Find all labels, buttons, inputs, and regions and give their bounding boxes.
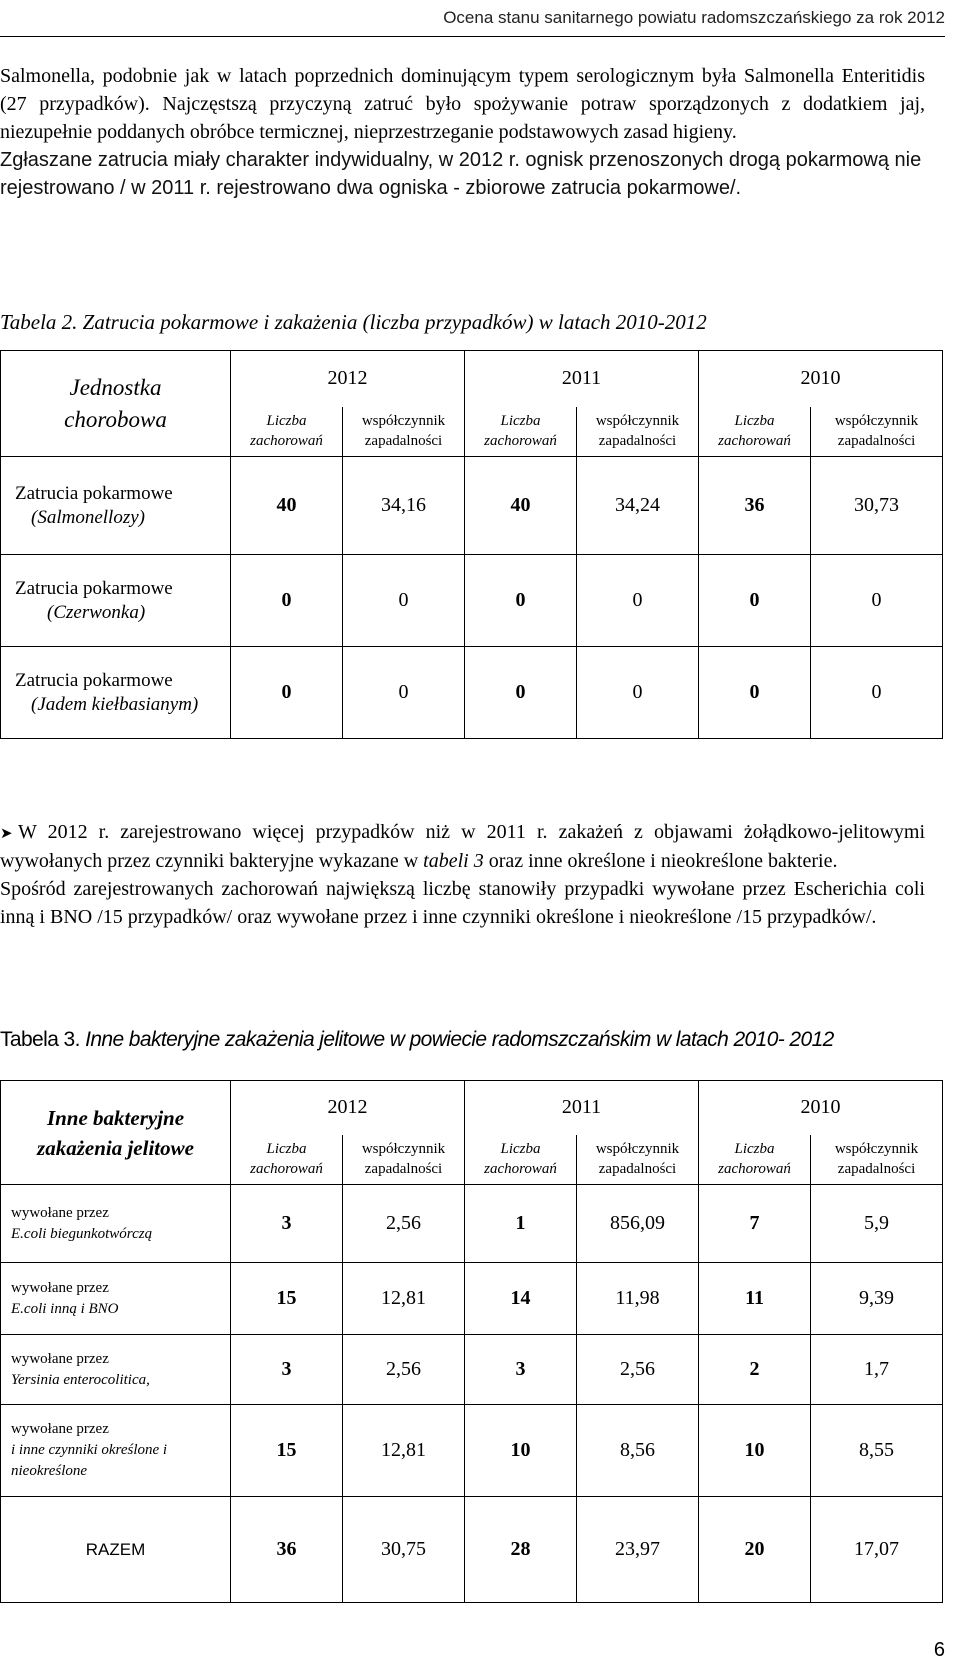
table3-row-label: wywołane przez Yersinia enterocolitica, [1, 1335, 231, 1405]
table2-cell: 40 [465, 457, 577, 555]
table3-cell: 20 [699, 1497, 811, 1603]
table-row [1, 1185, 943, 1263]
table3-cell: 28 [465, 1497, 577, 1603]
table3-sub-wspolczynnik: współczynnik zapadalności [577, 1135, 699, 1185]
table3-cell: 3 [231, 1335, 343, 1405]
table3-corner: Inne bakteryjne zakażenia jelitowe [1, 1081, 231, 1185]
table3-cell: 12,81 [343, 1405, 465, 1497]
table3-cell: 12,81 [343, 1263, 465, 1335]
table3-cell: 2,56 [343, 1185, 465, 1263]
table2-sub-wspolczynnik: współczynnik zapadalności [343, 407, 465, 457]
table2-cell: 0 [343, 555, 465, 647]
table3-year-2012: 2012 [231, 1081, 465, 1135]
table3-year-2011: 2011 [465, 1081, 699, 1135]
table3-cell: 3 [231, 1185, 343, 1263]
table2-cell: 0 [343, 647, 465, 739]
table-row-total [1, 1497, 943, 1603]
table-row [1, 457, 943, 555]
table3-cell: 1,7 [811, 1335, 943, 1405]
table3-cell: 14 [465, 1263, 577, 1335]
bullet-paragraph-2: Spośród zarejestrowanych zachorowań największą liczbę stanowiły przypadki wywołane przez Escherichia coli inną i BNO /15 przypadków/ oraz wywołane przez i inne czynniki określone i nieokreślone /15 przypadków/. [0, 878, 925, 928]
table2-cell: 36 [699, 457, 811, 555]
intro-paragraph-2: Zgłaszane zatrucia miały charakter indywidualny, w 2012 r. ognisk przenoszonych drogą pokarmową nie rejestrowano / w 2011 r. rejestrowano dwa ogniska - zbiorowe zatrucia pokarmowe/. [0, 149, 922, 199]
arrow-bullet-icon: ➤ [0, 824, 13, 842]
table3-row-label: wywołane przez E.coli inną i BNO [1, 1263, 231, 1335]
table-2 [0, 350, 943, 739]
page-header [0, 0, 945, 37]
table2-year-2012: 2012 [231, 351, 465, 407]
table3-cell: 2,56 [577, 1335, 699, 1405]
table3-total-label: RAZEM [1, 1497, 231, 1603]
table2-cell: 0 [465, 647, 577, 739]
table2-cell: 0 [699, 555, 811, 647]
table2-cell: 0 [465, 555, 577, 647]
bullet-paragraph-1: ➤ W 2012 r. zarejestrowano więcej przypadków niż w 2011 r. zakażeń z objawami żołądkowo-jelitowymi wywołanych przez czynniki bakteryjne wykazane w tabeli 3 oraz inne określone i nieokreślone bakterie. [0, 821, 925, 872]
table2-cell: 34,24 [577, 457, 699, 555]
table2-row-label: Zatrucia pokarmowe (Czerwonka) [1, 555, 231, 647]
page-number: 6 [933, 1639, 945, 1661]
table3-cell: 2 [699, 1335, 811, 1405]
table3-cell: 8,55 [811, 1405, 943, 1497]
table2-sub-wspolczynnik: współczynnik zapadalności [811, 407, 943, 457]
table3-cell: 11 [699, 1263, 811, 1335]
table2-sub-liczba: Liczba zachorowań [699, 407, 811, 457]
table2-cell: 0 [231, 647, 343, 739]
table3-cell: 5,9 [811, 1185, 943, 1263]
document-title: Ocena stanu sanitarnego powiatu radomszczańskiego za rok 2012 [443, 8, 945, 27]
table-row [1, 1263, 943, 1335]
intro-text [0, 62, 925, 202]
table2-sub-liczba: Liczba zachorowań [465, 407, 577, 457]
table2-cell: 40 [231, 457, 343, 555]
table3-sub-wspolczynnik: współczynnik zapadalności [811, 1135, 943, 1185]
table-row [1, 1405, 943, 1497]
bullet-text [0, 818, 925, 931]
table2-sub-wspolczynnik: współczynnik zapadalności [577, 407, 699, 457]
table3-cell: 15 [231, 1263, 343, 1335]
table3-year-2010: 2010 [699, 1081, 943, 1135]
table3-cell: 7 [699, 1185, 811, 1263]
table-row [1, 555, 943, 647]
table3-row-label: wywołane przez i inne czynniki określone i nieokreślone [1, 1405, 231, 1497]
table3-sub-liczba: Liczba zachorowań [699, 1135, 811, 1185]
table2-sub-liczba: Liczba zachorowań [231, 407, 343, 457]
table3-cell: 1 [465, 1185, 577, 1263]
table2-row-label: Zatrucia pokarmowe (Salmonellozy) [1, 457, 231, 555]
table3-cell: 2,56 [343, 1335, 465, 1405]
table-row [1, 1335, 943, 1405]
table2-cell: 0 [577, 647, 699, 739]
table3-cell: 17,07 [811, 1497, 943, 1603]
table3-cell: 8,56 [577, 1405, 699, 1497]
table3-cell: 30,75 [343, 1497, 465, 1603]
table-row [1, 647, 943, 739]
table2-row-label: Zatrucia pokarmowe (Jadem kiełbasianym) [1, 647, 231, 739]
table2-cell: 0 [811, 555, 943, 647]
intro-paragraph-1: Salmonella, podobnie jak w latach poprzednich dominującym typem serologicznym była Salmonella Enteritidis (27 przypadków). Najczęstszą przyczyną zatruć było spożywanie potraw sporządzonych z dodatkiem jaj, niezupełnie poddanych obróbce termicznej, nieprzestrzeganie podstawowych zasad higieny. [0, 65, 925, 143]
table2-year-2011: 2011 [465, 351, 699, 407]
table3-cell: 856,09 [577, 1185, 699, 1263]
table2-year-2010: 2010 [699, 351, 943, 407]
table3-cell: 15 [231, 1405, 343, 1497]
table2-cell: 0 [231, 555, 343, 647]
table3-cell: 10 [699, 1405, 811, 1497]
table3-cell: 9,39 [811, 1263, 943, 1335]
table3-sub-liczba: Liczba zachorowań [231, 1135, 343, 1185]
table3-sub-wspolczynnik: współczynnik zapadalności [343, 1135, 465, 1185]
table2-cell: 34,16 [343, 457, 465, 555]
table2-caption: Tabela 2. Zatrucia pokarmowe i zakażenia (liczba przypadków) w latach 2010-2012 [0, 310, 707, 334]
table3-sub-liczba: Liczba zachorowań [465, 1135, 577, 1185]
table3-caption: Tabela 3. Inne bakteryjne zakażenia jelitowe w powiecie radomszczańskim w latach 2010- 2012 [0, 1028, 834, 1051]
table2-cell: 0 [811, 647, 943, 739]
table3-cell: 23,97 [577, 1497, 699, 1603]
table2-corner: Jednostka chorobowa [1, 351, 231, 457]
table3-cell: 11,98 [577, 1263, 699, 1335]
table-3 [0, 1080, 943, 1603]
table3-cell: 36 [231, 1497, 343, 1603]
table2-cell: 0 [577, 555, 699, 647]
table3-cell: 10 [465, 1405, 577, 1497]
table2-cell: 30,73 [811, 457, 943, 555]
table3-row-label: wywołane przez E.coli biegunkotwórczą [1, 1185, 231, 1263]
table3-cell: 3 [465, 1335, 577, 1405]
table2-cell: 0 [699, 647, 811, 739]
